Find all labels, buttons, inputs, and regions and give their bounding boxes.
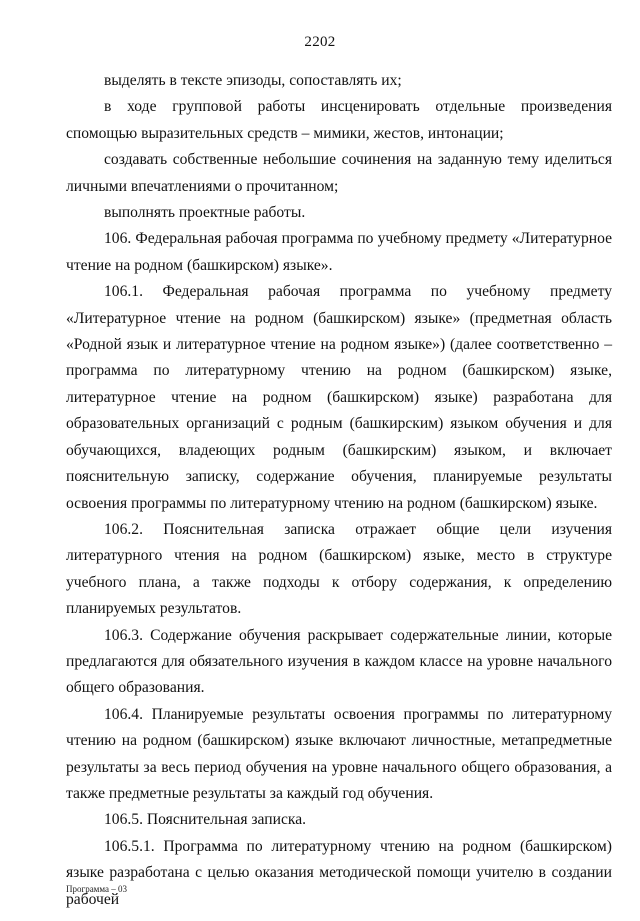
paragraph: выполнять проектные работы. xyxy=(104,204,306,222)
paragraph: 106.3. Содержание обучения раскрывает содержательные линии, которые предлагаются для обязательного изучения в каждом классе на уровне начального общего образования. xyxy=(66,626,612,697)
document-body xyxy=(66,68,612,913)
paragraph: выделять в тексте эпизоды, сопоставлять их; xyxy=(104,72,402,89)
paragraph: в ходе групповой работы инсценировать отдельные произведения спомощью выразительных средств – мимики, жестов, интонации; xyxy=(66,98,612,142)
paragraph: 106.5. Пояснительная записка. xyxy=(104,811,307,829)
paragraph: 106.1. Федеральная рабочая программа по учебному предмету «Литературное чтение на родном (башкирском) языке» (предметная область «Родной язык и литературное чтение на родном языке») (далее соответственно – программа по литературному чтению на родном (башкирском) языке, литературное чтение на родном (башкирском) языке) разработана для образовательных организаций с родным (башкирским) языком обучения и для обучающихся, владеющих родным (башкирским) языком, и включает пояснительную записку, содержание обучения, планируемые результаты освоения программы по литературному чтению на родном (башкирском) языке. xyxy=(66,283,612,512)
paragraph: 106.5.1. Программа по литературному чтению на родном (башкирском) языке разработана с целью оказания методической помощи учителю в создании рабочей xyxy=(66,837,612,908)
paragraph: 106.2. Пояснительная записка отражает общие цели изучения литературного чтения на родном (башкирском) языке, место в структуре учебного плана, а также подходы к отбору содержания, к определению планируемых результатов. xyxy=(66,520,612,618)
paragraph: создавать собственные небольшие сочинения на заданную тему иделиться личными впечатлениями о прочитанном; xyxy=(66,151,612,195)
paragraph: 106.4. Планируемые результаты освоения программы по литературному чтению на родном (башкирском) языке включают личностные, метапредметные результаты за весь период обучения на уровне начального общего образования, а также предметные результаты за каждый год обучения. xyxy=(66,705,612,802)
page-number: 2202 xyxy=(304,34,336,50)
paragraph: 106. Федеральная рабочая программа по учебному предмету «Литературное чтение на родном (башкирском) языке». xyxy=(66,230,612,274)
page-footer: Программа – 03 xyxy=(66,884,128,894)
